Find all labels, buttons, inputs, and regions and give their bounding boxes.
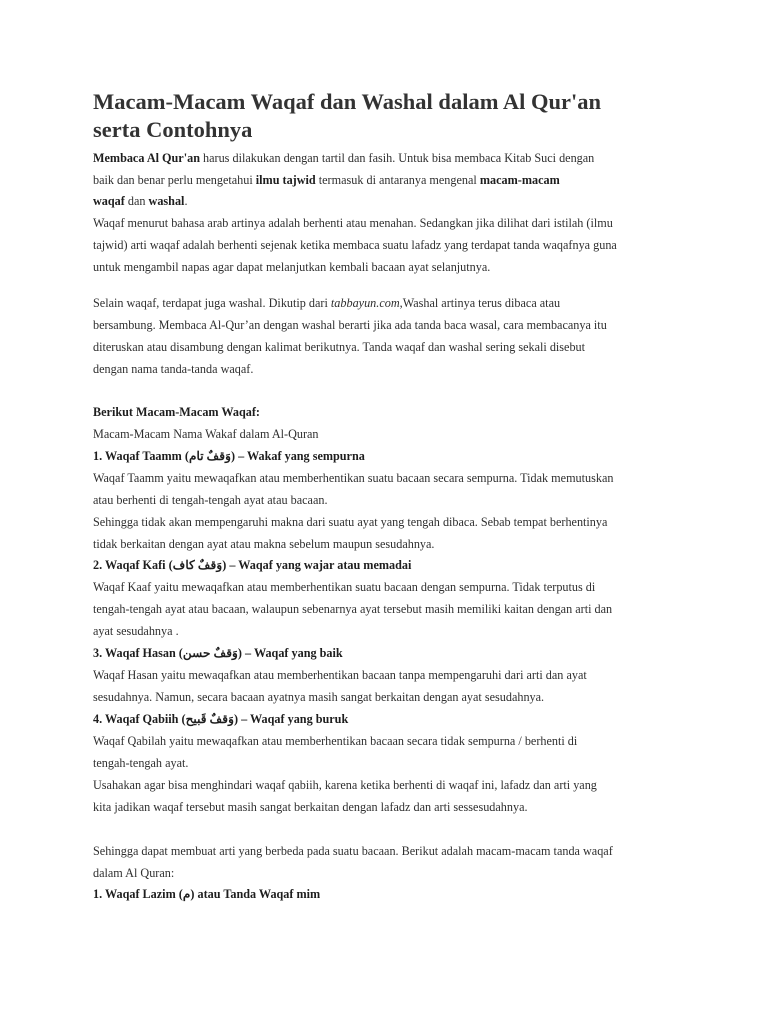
item-body-line: Waqaf Hasan yaitu mewaqafkan atau memberhentikan bacaan tanpa mempengaruhi dari arti dan ayat <box>93 668 587 682</box>
washal-line-1: Selain waqaf, terdapat juga washal. Dikutip dari tabbayun.com,Washal artinya terus dibaca atau <box>93 296 561 310</box>
intro-bold-waqaf: waqaf <box>93 194 125 208</box>
waqaf-definition-line: untuk mengambil napas agar dapat melanjutkan kembali bacaan ayat selanjutnya. <box>93 260 491 274</box>
intro-line-1: Membaca Al Qur'an harus dilakukan dengan tartil dan fasih. Untuk bisa membaca Kitab Suci dengan <box>93 151 595 165</box>
washal-line: bersambung. Membaca Al-Qur’an dengan washal berarti jika ada tanda baca wasal, cara membacanya itu <box>93 318 607 332</box>
lazim-heading: 1. Waqaf Lazim (م) atau Tanda Waqaf mim <box>93 887 321 901</box>
title-line-1: Macam-Macam Waqaf dan Washal dalam Al Qur'an <box>93 89 601 114</box>
closing-line: Sehingga dapat membuat arti yang berbeda pada suatu bacaan. Berikut adalah macam-macam tanda waqaf <box>93 844 613 858</box>
item-heading-taamm: 1. Waqaf Taamm (وَقفٌ تام) – Wakaf yang sempurna <box>93 449 365 463</box>
waqaf-definition-line: tajwid) arti waqaf adalah berhenti sejenak ketika membaca suatu lafadz yang terdapat tanda waqafnya guna <box>93 238 617 252</box>
title-line-2: serta Contohnya <box>93 117 253 142</box>
waqaf-definition-line: Waqaf menurut bahasa arab artinya adalah berhenti atau menahan. Sedangkan jika dilihat dari istilah (ilmu <box>93 216 613 230</box>
item-body-line: Waqaf Qabilah yaitu mewaqafkan atau memberhentikan bacaan secara tidak sempurna / berhenti di <box>93 734 578 748</box>
item-body-line: Usahakan agar bisa menghindari waqaf qabiih, karena ketika berhenti di waqaf ini, lafadz dan arti yang <box>93 778 597 792</box>
washal-line: dengan nama tanda-tanda waqaf. <box>93 362 254 376</box>
intro-bold-washal: washal <box>148 194 185 208</box>
item-body-line: tidak berkaitan dengan ayat atau makna sebelum maupun sesudahnya. <box>93 537 435 551</box>
intro-bold-macam: macam-macam <box>479 173 560 187</box>
item-heading-kafi: 2. Waqaf Kafi (وَقفٌ كاف) – Waqaf yang wajar atau memadai <box>93 558 412 572</box>
item-body-line: atau berhenti di tengah-tengah ayat atau bacaan. <box>93 493 328 507</box>
source-link-text: tabbayun.com <box>330 296 400 310</box>
closing-line: dalam Al Quran: <box>93 866 175 880</box>
item-body-line: tengah-tengah ayat. <box>93 756 189 770</box>
item-heading-qabiih: 4. Waqaf Qabiih (وَقفٌ قَبيح) – Waqaf yang buruk <box>93 712 349 726</box>
item-body-line: Sehingga tidak akan mempengaruhi makna dari suatu ayat yang tengah dibaca. Sebab tempat berhentinya <box>93 515 608 529</box>
washal-line: diteruskan atau disambung dengan kalimat berikutnya. Tanda waqaf dan washal sering sekali disebut <box>93 340 586 354</box>
intro-bold-membaca: Membaca Al Qur'an <box>93 151 200 165</box>
item-body-line: sesudahnya. Namun, secara bacaan ayatnya masih sangat berkaitan dengan ayat sesudahnya. <box>93 690 545 704</box>
item-body-line: Waqaf Kaaf yaitu mewaqafkan atau memberhentikan suatu bacaan dengan sempurna. Tidak terputus di <box>93 580 596 594</box>
item-body-line: kita jadikan waqaf tersebut masih sangat berkaitan dengan lafadz dan arti sessesudahnya. <box>93 800 528 814</box>
intro-line-3: waqaf dan washal. <box>93 194 188 208</box>
section-subheading: Macam-Macam Nama Wakaf dalam Al-Quran <box>93 427 319 441</box>
item-heading-hasan: 3. Waqaf Hasan (وَقفٌ حسن) – Waqaf yang baik <box>93 646 343 660</box>
article-title <box>93 88 693 144</box>
section-heading: Berikut Macam-Macam Waqaf: <box>93 405 260 419</box>
item-body-line: tengah-tengah ayat atau bacaan, walaupun sebenarnya ayat tersebut masih memiliki kaitan dengan arti dan <box>93 602 613 616</box>
intro-line-2: baik dan benar perlu mengetahui ilmu tajwid termasuk di antaranya mengenal macam-macam <box>93 173 560 187</box>
item-body-line: Waqaf Taamm yaitu mewaqafkan atau memberhentikan suatu bacaan secara sempurna. Tidak memutuskan <box>93 471 614 485</box>
intro-bold-ilmu-tajwid: ilmu tajwid <box>255 173 316 187</box>
item-body-line: ayat sesudahnya . <box>93 624 179 638</box>
